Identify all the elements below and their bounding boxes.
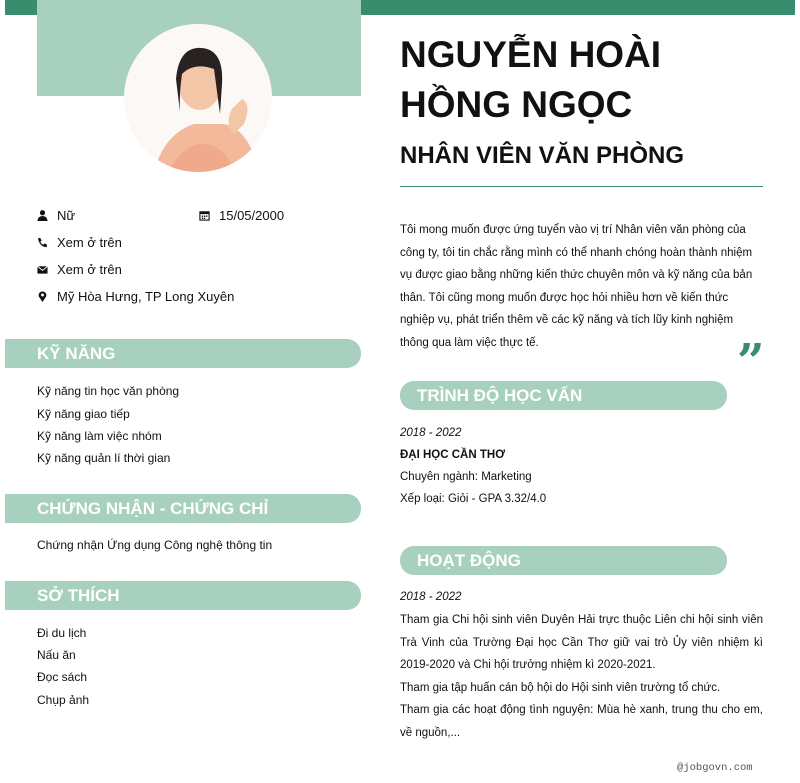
hobby-item: Nấu ăn	[37, 648, 76, 662]
job-title: NHÂN VIÊN VĂN PHÒNG	[400, 142, 685, 169]
activities-list	[400, 609, 763, 744]
phone-row	[37, 235, 122, 250]
hobby-item: Đi du lịch	[37, 626, 87, 640]
hobbies-heading: SỞ THÍCH	[5, 581, 361, 610]
skill-item: Kỹ năng làm việc nhóm	[37, 429, 162, 443]
name-line-2: HỒNG NGỌC	[400, 84, 633, 125]
school-name: ĐẠI HỌC CẦN THƠ	[400, 449, 505, 461]
dob-row	[199, 208, 284, 223]
quote-icon: ”	[737, 334, 765, 390]
education-grade: Xếp loại: Giỏi - GPA 3.32/4.0	[400, 493, 547, 505]
address-value: Mỹ Hòa Hưng, TP Long Xuyên	[57, 289, 235, 304]
activities-heading: HOẠT ĐỘNG	[400, 546, 727, 575]
avatar	[124, 24, 272, 172]
calendar-icon	[199, 210, 210, 221]
address-row	[37, 289, 234, 304]
phone-value: Xem ở trên	[57, 235, 122, 250]
gender-row	[37, 208, 75, 223]
dob-value: 15/05/2000	[219, 208, 285, 223]
activity-item: Tham gia các hoạt động tình nguyện: Mùa hè xanh, trung thu cho em, về nguồn,...	[400, 704, 763, 739]
divider	[400, 186, 763, 187]
skill-item: Kỹ năng quản lí thời gian	[37, 451, 171, 465]
full-name	[400, 30, 780, 130]
name-line-1: NGUYỄN HOÀI	[400, 34, 662, 75]
cert-item: Chứng nhận Ứng dụng Công nghệ thông tin	[37, 538, 273, 552]
email-row	[37, 262, 122, 277]
skills-heading: KỸ NĂNG	[5, 339, 361, 368]
skill-item: Kỹ năng tin học văn phòng	[37, 384, 180, 398]
watermark: @jobgovn.com	[677, 762, 753, 774]
education-date: 2018 - 2022	[400, 427, 462, 439]
activity-item: Tham gia Chi hội sinh viên Duyên Hải trực thuộc Liên chi hội sinh viên Trà Vinh của Trường Đại học Cần Thơ giữ vai trò Ủy viên nhiệm kì 2019-2020 và Chi hội trưởng nhiệm kì 2020-2021.	[400, 614, 763, 671]
hobby-item: Đọc sách	[37, 670, 88, 684]
hobby-item: Chụp ảnh	[37, 693, 90, 707]
phone-icon	[37, 237, 48, 248]
education-major: Chuyên ngành: Marketing	[400, 471, 532, 483]
objective-text: Tôi mong muốn được ứng tuyển vào vị trí Nhân viên văn phòng của công ty, tôi tin chắc rằng mình có thể nhanh chóng hoàn thành nhiệm vụ được giao bằng những kiến thức chuyên môn và kỹ năng của bản thân. Tôi cũng mong muốn được học hỏi nhiều hơn về kiến thức nghiệp vụ, phát triển thêm về các kỹ năng và tích lũy kinh nghiệm thông qua làm việc thực tế.	[400, 224, 753, 349]
location-pin-icon	[37, 291, 48, 302]
email-value: Xem ở trên	[57, 262, 122, 277]
education-heading: TRÌNH ĐỘ HỌC VẤN	[400, 381, 727, 410]
certs-heading: CHỨNG NHẬN - CHỨNG CHỈ	[5, 494, 361, 523]
activities-date: 2018 - 2022	[400, 591, 462, 603]
avatar-photo	[124, 24, 272, 172]
skill-item: Kỹ năng giao tiếp	[37, 407, 130, 421]
gender-value: Nữ	[57, 208, 76, 223]
envelope-icon	[37, 264, 48, 275]
activity-item: Tham gia tập huấn cán bộ hội do Hội sinh viên trường tổ chức.	[400, 681, 721, 694]
person-icon	[37, 210, 48, 221]
